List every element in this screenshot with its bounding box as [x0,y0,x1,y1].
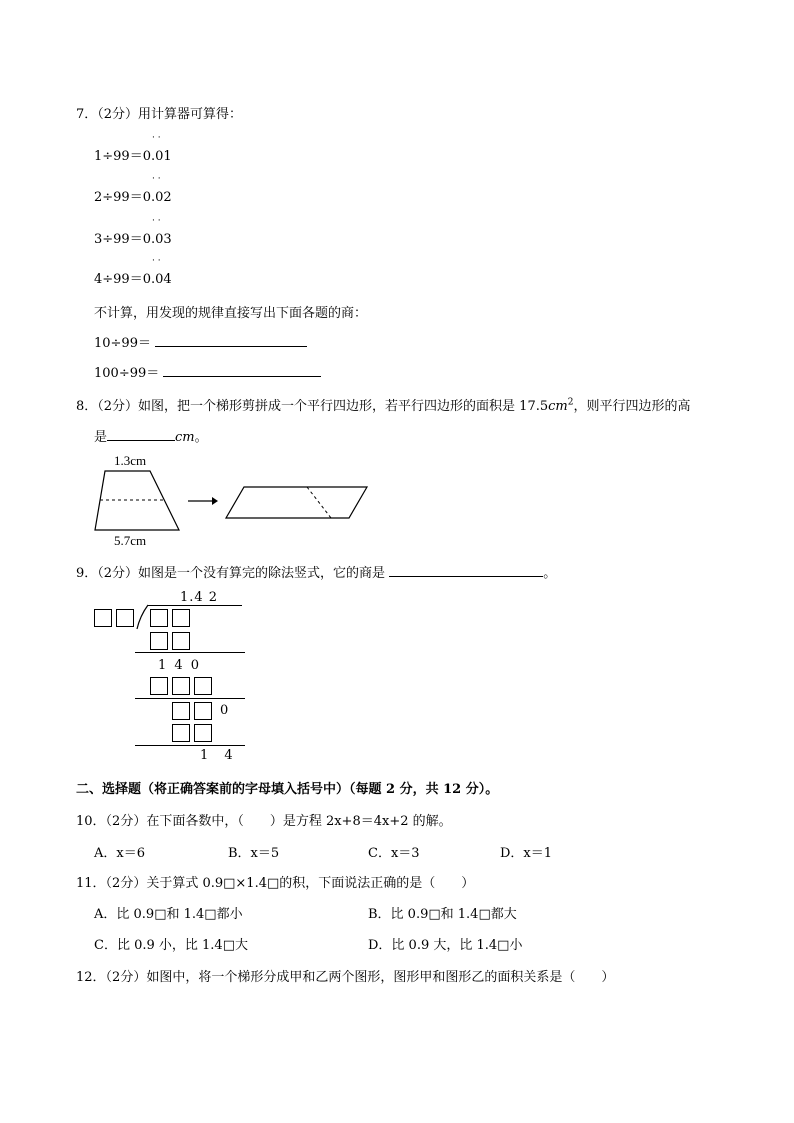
q12-head: 12．（2分）如图中，将一个梯形分成甲和乙两个图形，图形甲和图形乙的面积关系是（ ） [76,970,615,985]
arrow-head [212,497,218,505]
dividend-digit-box[interactable] [172,609,190,627]
q8-line2-a: 是 [94,430,108,445]
eq-rhs: 0.01 [142,149,172,164]
ask-text: 10÷99＝ [94,336,151,351]
eq-lhs: 4÷99＝ [94,272,143,287]
product-digit-box[interactable] [150,632,168,650]
q7-eq-1 [94,145,172,164]
product-digit-box[interactable] [194,724,212,742]
q7-ask-1 [94,332,307,351]
answer-blank[interactable] [163,376,321,377]
parallelogram-shape [226,487,367,518]
trapezoid-bottom-label: 5.7cm [114,533,147,548]
eq-lhs: 3÷99＝ [94,232,143,247]
repeat-dots: · · [152,256,161,266]
section-2-title: 二、选择题（将正确答案前的字母填入括号中）（每题 2 分，共 12 分）。 [76,782,499,797]
subtraction-line [135,698,245,699]
q8-sup: 2 [567,397,574,408]
q11-option-d[interactable]: D．比 0.9 大，比 1.4□小 [368,938,523,953]
remainder-digit-box[interactable] [172,702,190,720]
division-bracket [136,604,150,630]
eq-rhs: 0.04 [142,272,172,287]
subtraction-line [135,652,245,653]
q7-eq-2 [94,186,172,205]
ask-text: 100÷99＝ [94,366,160,381]
q10-option-c[interactable]: C．x＝3 [368,846,420,861]
repeat-dots: · · [152,133,161,143]
q8-figure [90,466,380,536]
divisor-digit-box[interactable] [94,609,112,627]
remainder-row-1: 1 4 0 [158,658,202,673]
q10-head: 10．（2分）在下面各数中，（ ）是方程 2x+8＝4x+2 的解。 [76,814,452,829]
q8-line2 [94,426,208,445]
q9-head-text: 9．（2分）如图是一个没有算完的除法竖式，它的商是 [76,566,386,581]
q8-head-a: 8．（2分）如图，把一个梯形剪拼成一个平行四边形，若平行四边形的面积是 17.5 [76,399,549,414]
product-digit-box[interactable] [150,677,168,695]
q8-line2-unit: cm [175,430,195,445]
division-bar [148,605,242,606]
q10-option-b[interactable]: B．x＝5 [228,846,280,861]
parallelogram-cut [307,487,331,518]
q7-head: 7．（2分）用计算器可算得： [76,107,243,122]
q8-unit: cm [548,399,568,414]
q7-ask-2 [94,362,321,381]
answer-blank[interactable] [389,576,543,577]
q8-head [76,395,690,414]
dividend-digit-box[interactable] [150,609,168,627]
q11-head: 11．（2分）关于算式 0.9□×1.4□的积，下面说法正确的是（ ） [76,876,475,891]
eq-rhs: 0.03 [142,232,172,247]
subtraction-line [135,745,245,746]
trapezoid-top-label: 1.3cm [114,453,147,468]
q8-line2-end: 。 [194,430,208,445]
repeat-dots: · · [152,174,161,184]
product-digit-box[interactable] [194,677,212,695]
eq-rhs: 0.02 [142,190,172,205]
product-digit-box[interactable] [172,724,190,742]
q8-head-b: ，则平行四边形的高 [573,399,691,414]
q11-option-c[interactable]: C．比 0.9 小，比 1.4□大 [94,938,248,953]
remainder-tail-digit: 0 [220,703,229,718]
answer-blank[interactable] [155,346,307,347]
remainder-digit-box[interactable] [194,702,212,720]
repeat-dots: · · [152,216,161,226]
divisor-digit-box[interactable] [116,609,134,627]
eq-lhs: 1÷99＝ [94,149,143,164]
q9-head [76,562,556,581]
q10-option-a[interactable]: A．x＝6 [94,846,145,861]
quotient-text: 1.4 2 [180,590,219,605]
q10-option-d[interactable]: D．x＝1 [500,846,553,861]
product-digit-box[interactable] [172,677,190,695]
q9-end: 。 [543,566,557,581]
product-digit-box[interactable] [172,632,190,650]
q7-instruction: 不计算，用发现的规律直接写出下面各题的商： [94,306,368,321]
q11-option-b[interactable]: B．比 0.9□和 1.4□都大 [368,907,517,922]
q7-eq-4 [94,268,172,287]
eq-lhs: 2÷99＝ [94,190,143,205]
q7-eq-3 [94,228,172,247]
q11-option-a[interactable]: A．比 0.9□和 1.4□都小 [94,907,243,922]
answer-blank[interactable] [107,440,175,441]
final-remainder: 1 4 [200,748,239,763]
